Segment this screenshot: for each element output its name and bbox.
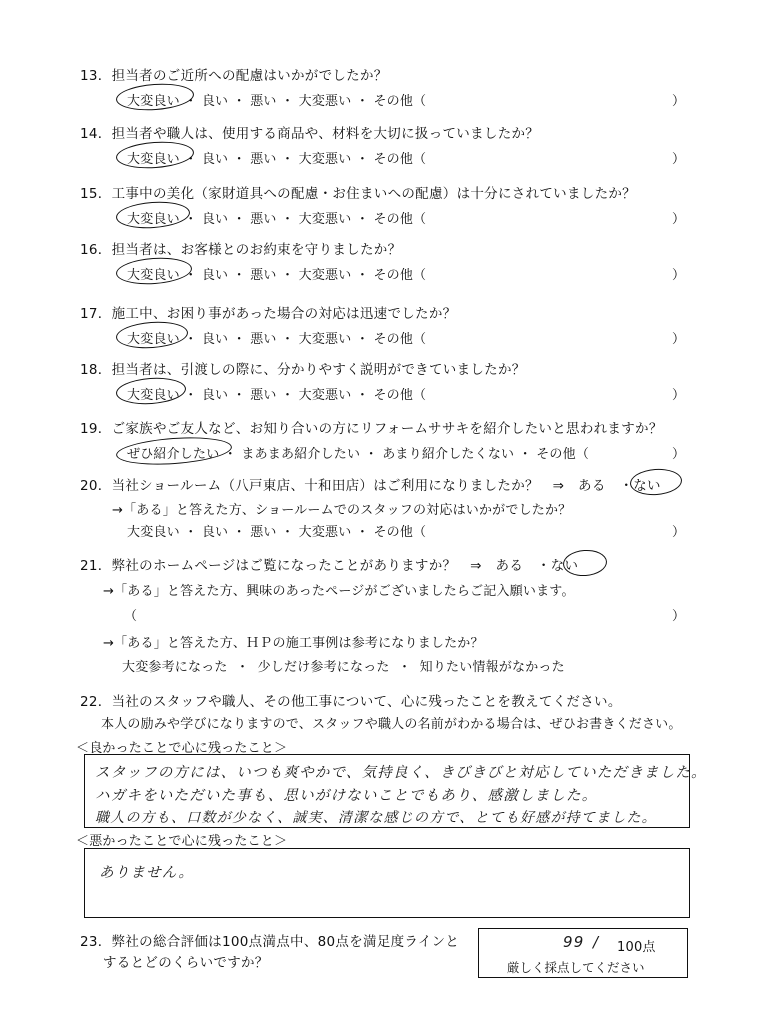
- option-3[interactable]: 悪い: [250, 212, 277, 227]
- option-4[interactable]: その他（: [536, 447, 590, 462]
- option-2[interactable]: まあまあ紹介したい: [241, 447, 361, 462]
- score-value: 99: [563, 933, 585, 951]
- option-4[interactable]: 大変悪い: [298, 212, 352, 227]
- option-4[interactable]: 大変悪い: [298, 152, 352, 167]
- option-3[interactable]: 悪い: [250, 332, 277, 347]
- separator-dot: ・: [232, 332, 246, 347]
- question-19-options: ぜひ紹介したい ・ まあまあ紹介したい ・ あまり紹介したくない ・ その他（: [127, 447, 590, 462]
- option-5[interactable]: その他（: [373, 525, 427, 540]
- option-1[interactable]: 大変良い: [127, 212, 180, 227]
- separator-dot: ・: [184, 332, 198, 347]
- option-3[interactable]: 悪い: [250, 152, 277, 167]
- option-4[interactable]: 大変悪い: [298, 525, 352, 540]
- separator-dot: ・: [184, 152, 198, 167]
- close-paren: ）: [672, 525, 686, 540]
- option-1[interactable]: ぜひ紹介したい: [127, 447, 220, 462]
- selected-answer-circle: [562, 548, 608, 577]
- question-21-options: 大変参考になった ・ 少しだけ参考になった ・ 知りたい情報がなかった: [122, 660, 565, 675]
- bad-comments-label: ＜悪かったことで心に残ったこと＞: [76, 834, 288, 849]
- separator-dot: ・: [232, 152, 246, 167]
- option-2[interactable]: 良い: [201, 268, 229, 283]
- separator-dot: ・: [281, 212, 295, 227]
- question-21: 21．弊社のホームページはご覧になったことがありますか？ ⇒ ある ・ない: [80, 558, 579, 574]
- separator-dot: ・: [281, 152, 295, 167]
- question-15: 15．工事中の美化（家財道具への配慮・お住まいへの配慮）は十分にされていましたか？: [80, 186, 636, 202]
- option-2[interactable]: 良い: [201, 332, 229, 347]
- selected-answer-circle: [629, 467, 683, 497]
- good-comment-line-1: スタッフの方には、いつも爽やかで、気持良く、きびきびと対応していただきました。: [95, 765, 707, 781]
- option-4[interactable]: 大変悪い: [298, 332, 352, 347]
- answer-none[interactable]: ない: [550, 558, 579, 574]
- option-3[interactable]: 悪い: [250, 388, 277, 403]
- close-paren: ）: [672, 212, 686, 227]
- separator-dot: ・: [355, 388, 370, 403]
- score-max: 100点: [617, 940, 656, 955]
- question-22-sub: 本人の励みや学びになりますので、スタッフや職人の名前がわかる場合は、ぜひお書きください。: [101, 717, 682, 732]
- question-20-sub: →「ある」と答えた方、ショールームでのスタッフの対応はいかがでしたか？: [112, 503, 572, 518]
- separator-dot: ・: [355, 152, 370, 167]
- separator-dot: ・: [355, 268, 370, 283]
- question-16: 16．担当者は、お客様とのお約束を守りましたか？: [80, 242, 402, 258]
- option-2[interactable]: 良い: [201, 388, 229, 403]
- close-paren: ）: [672, 152, 686, 167]
- question-22: 22．当社のスタッフや職人、その他工事について、心に残ったことを教えてください。: [80, 694, 622, 710]
- separator-dot: ・: [232, 268, 246, 283]
- question-23-line-2: するとどのくらいですか？: [103, 955, 269, 971]
- question-20: 20．当社ショールーム（八戸東店、十和田店）はご利用になりましたか？ ⇒ ある ・ない: [80, 478, 661, 494]
- option-1[interactable]: 大変良い: [127, 268, 180, 283]
- selected-answer-circle: [115, 434, 233, 468]
- question-19: 19．ご家族やご友人など、お知り合いの方にリフォームササキを紹介したいと思われますか？: [80, 421, 663, 437]
- separator-dot: ・: [355, 212, 370, 227]
- option-5[interactable]: その他（: [373, 94, 427, 109]
- close-paren: ）: [672, 609, 686, 624]
- question-20-options: 大変良い ・ 良い ・ 悪い ・ 大変悪い ・ その他（: [127, 525, 427, 540]
- question-23-line-1: 23．弊社の総合評価は100点満点中、80点を満足度ラインと: [80, 934, 460, 950]
- option-4[interactable]: 大変悪い: [298, 94, 352, 109]
- option-2[interactable]: 少しだけ参考になった: [257, 660, 390, 675]
- question-21-sub1: →「ある」と答えた方、興味のあったページがございましたらご記入願います。: [103, 584, 575, 599]
- option-3[interactable]: 知りたい情報がなかった: [419, 660, 565, 675]
- close-paren: ）: [672, 332, 686, 347]
- close-paren: ）: [672, 268, 686, 283]
- separator-dot: ・: [232, 94, 246, 109]
- open-paren: （: [124, 609, 138, 624]
- score-box[interactable]: [478, 928, 688, 978]
- option-2[interactable]: 良い: [201, 212, 229, 227]
- separator-dot: ・: [355, 94, 370, 109]
- option-3[interactable]: あまり紹介したくない: [382, 447, 515, 462]
- separator-dot: ・: [281, 388, 295, 403]
- option-2[interactable]: 良い: [201, 94, 229, 109]
- option-1[interactable]: 大変良い: [127, 388, 180, 403]
- option-1[interactable]: 大変良い: [127, 525, 180, 540]
- good-comments-label: ＜良かったことで心に残ったこと＞: [76, 741, 288, 756]
- option-1[interactable]: 大変良い: [127, 332, 180, 347]
- option-1[interactable]: 大変良い: [127, 94, 180, 109]
- close-paren: ）: [672, 447, 686, 462]
- good-comments-box[interactable]: [84, 754, 707, 828]
- separator-dot: ・: [184, 388, 198, 403]
- option-3[interactable]: 悪い: [250, 525, 277, 540]
- option-2[interactable]: 良い: [201, 152, 229, 167]
- separator-dot: ・: [184, 268, 198, 283]
- separator-dot: ・: [355, 332, 370, 347]
- good-comment-line-2: ハガキをいただいた事も、思いがけないことでもあり、感激しました。: [95, 788, 598, 804]
- bad-comment-text: ありません。: [99, 865, 195, 881]
- close-paren: ）: [672, 388, 686, 403]
- separator-dot: ・: [232, 388, 246, 403]
- option-5[interactable]: その他（: [373, 268, 427, 283]
- separator-dot: ・: [184, 94, 198, 109]
- option-4[interactable]: 大変悪い: [298, 268, 352, 283]
- option-5[interactable]: その他（: [373, 388, 427, 403]
- separator-dot: ・: [281, 94, 295, 109]
- separator-dot: ・: [232, 212, 246, 227]
- option-5[interactable]: その他（: [373, 212, 427, 227]
- separator-dot: ・: [184, 212, 198, 227]
- option-5[interactable]: その他（: [373, 152, 427, 167]
- option-3[interactable]: 悪い: [250, 94, 277, 109]
- question-21-sub2: →「ある」と答えた方、ＨＰの施工事例は参考になりましたか？: [103, 636, 484, 651]
- question-17: 17．施工中、お困り事があった場合の対応は迅速でしたか？: [80, 306, 457, 322]
- option-1[interactable]: 大変良い: [127, 152, 180, 167]
- separator-dot: ・: [281, 268, 295, 283]
- option-1[interactable]: 大変参考になった: [122, 660, 228, 675]
- option-4[interactable]: 大変悪い: [298, 388, 352, 403]
- score-slash: /: [593, 933, 600, 951]
- question-18: 18．担当者は、引渡しの際に、分かりやすく説明ができていましたか？: [80, 362, 526, 378]
- option-3[interactable]: 悪い: [250, 268, 277, 283]
- close-paren: ）: [672, 94, 686, 109]
- answer-none[interactable]: ない: [633, 478, 661, 494]
- option-2[interactable]: 良い: [201, 525, 229, 540]
- bad-comments-box[interactable]: [84, 848, 690, 918]
- option-5[interactable]: その他（: [373, 332, 427, 347]
- good-comment-line-3: 職人の方も、口数が少なく、誠実、清潔な感じの方で、とても好感が持てました。: [95, 810, 657, 826]
- question-14: 14．担当者や職人は、使用する商品や、材料を大切に扱っていましたか？: [80, 126, 540, 142]
- score-note: 厳しく採点してください: [507, 960, 645, 975]
- separator-dot: ・: [281, 332, 295, 347]
- question-13: 13．担当者のご近所への配慮はいかがでしたか？: [80, 68, 388, 84]
